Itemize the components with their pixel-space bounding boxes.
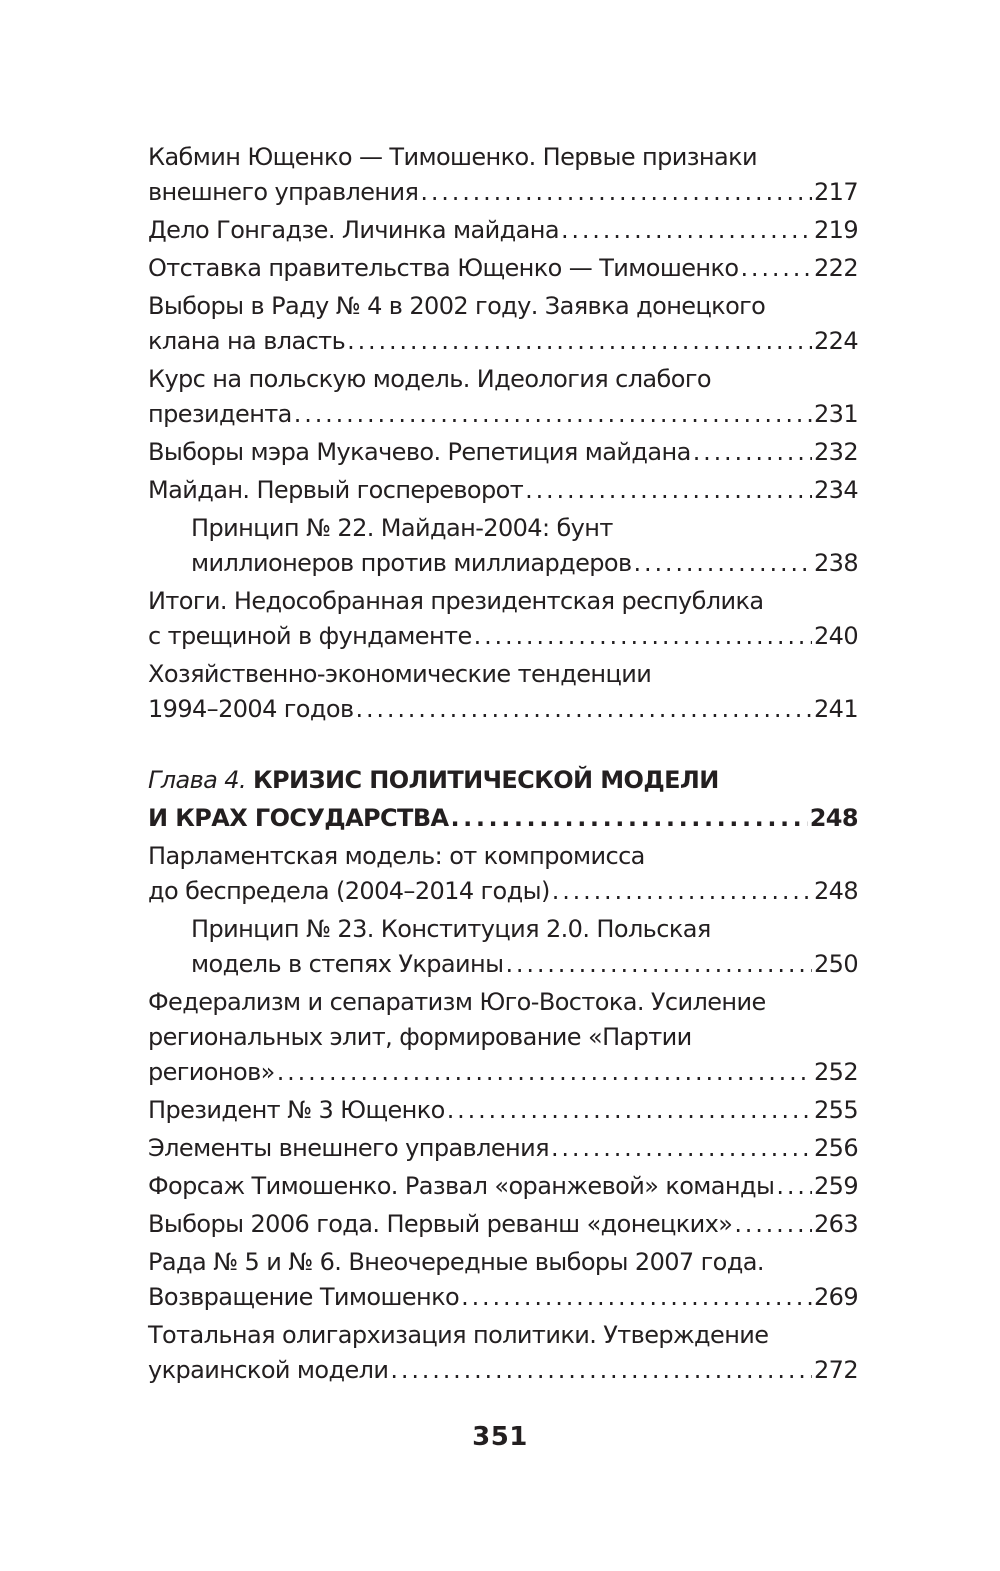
toc-entry-last-line [148, 1207, 858, 1242]
toc-entry-last-line [148, 213, 858, 248]
toc-entry-last-line [148, 1169, 858, 1204]
toc-entry [148, 140, 858, 210]
toc-entry-page-number: 255 [813, 1096, 858, 1124]
toc-entry-text: Дело Гонгадзе. Личинка майдана [148, 216, 559, 244]
toc-entry-last-line [148, 1093, 858, 1128]
toc-entry-text: с трещиной в фундаменте [148, 622, 472, 650]
chapter-heading-line-1 [148, 761, 858, 799]
toc-entry-last-line [148, 324, 858, 359]
dot-leader [552, 874, 812, 909]
toc-entry [148, 839, 858, 909]
toc-entry-text: Отставка правительства Ющенко — Тимошенко [148, 254, 739, 282]
dot-leader [693, 435, 812, 470]
toc-entry-text: Выборы мэра Мукачево. Репетиция майдана [148, 438, 691, 466]
dot-leader [451, 799, 808, 837]
toc-entry-page-number: 259 [813, 1172, 858, 1200]
toc-entry-text: Парламентская модель: от компромисса [148, 842, 645, 870]
toc-entry-text: президента [148, 400, 292, 428]
toc-entry-page-number: 256 [813, 1134, 858, 1162]
toc-entry-text: Федерализм и сепаратизм Юго-Востока. Усиление [148, 988, 766, 1016]
toc-entry-page-number: 232 [813, 438, 858, 466]
toc-entry-text: Выборы 2006 года. Первый реванш «донецких» [148, 1210, 733, 1238]
toc-entry-text: Принцип № 22. Майдан-2004: бунт [191, 514, 613, 542]
toc-entry-text: Тотальная олигархизация политики. Утверждение [148, 1321, 769, 1349]
dot-leader [356, 692, 812, 727]
toc-entry [148, 912, 858, 982]
toc-entry-page-number: 252 [813, 1058, 858, 1086]
toc-entry-text: Рада № 5 и № 6. Внеочередные выборы 2007 года. [148, 1248, 764, 1276]
page-number-footer: 351 [472, 1422, 528, 1452]
toc-entry-text: Элементы внешнего управления [148, 1134, 549, 1162]
dot-leader [551, 1131, 812, 1166]
toc-entry-last-line [148, 1353, 858, 1388]
toc-entry [148, 473, 858, 508]
toc-entry-page-number: 231 [813, 400, 858, 428]
toc-entry-text: внешнего управления [148, 178, 419, 206]
toc-entry [148, 1131, 858, 1166]
toc-entry [148, 1169, 858, 1204]
toc-entry-last-line [148, 473, 858, 508]
toc-entry-text: Принцип № 23. Конституция 2.0. Польская [191, 915, 711, 943]
toc-entry [148, 213, 858, 248]
toc-entry-last-line [148, 619, 858, 654]
toc-entry-page-number: 224 [813, 327, 858, 355]
toc-entry-text: клана на власть [148, 327, 346, 355]
toc-entry-page-number: 222 [813, 254, 858, 282]
toc-entry-page-number: 234 [813, 476, 858, 504]
dot-leader [525, 473, 812, 508]
toc-entry-text: модель в степях Украины [191, 950, 504, 978]
table-of-contents [148, 140, 858, 1391]
dot-leader [474, 619, 812, 654]
chapter-heading-line-2 [148, 799, 858, 837]
dot-leader [447, 1093, 812, 1128]
toc-entry-last-line [148, 251, 858, 286]
toc-entry [148, 584, 858, 654]
dot-leader [734, 1207, 812, 1242]
toc-entry [148, 511, 858, 581]
toc-entry [148, 1093, 858, 1128]
toc-entry [148, 289, 858, 359]
toc-group-after-chapter [148, 839, 858, 1388]
dot-leader [776, 1169, 812, 1204]
toc-entry-last-line [148, 874, 858, 909]
toc-entry-last-line [148, 1055, 858, 1090]
chapter-title-line-1: КРИЗИС ПОЛИТИЧЕСКОЙ МОДЕЛИ [253, 766, 719, 794]
toc-entry-last-line [148, 1280, 858, 1315]
toc-entry-text: Хозяйственно-экономические тенденции [148, 660, 652, 688]
toc-entry [148, 1245, 858, 1315]
toc-entry [148, 1207, 858, 1242]
toc-entry-text: Выборы в Раду № 4 в 2002 году. Заявка донецкого [148, 292, 766, 320]
toc-entry-text: Итоги. Недособранная президентская республика [148, 587, 764, 615]
dot-leader [461, 1280, 812, 1315]
toc-entry-page-number: 240 [813, 622, 858, 650]
toc-entry-page-number: 217 [813, 178, 858, 206]
toc-entry-last-line [191, 947, 858, 982]
chapter-heading [148, 761, 858, 837]
toc-entry [148, 985, 858, 1090]
toc-entry-last-line [191, 546, 858, 581]
toc-entry-text: 1994–2004 годов [148, 695, 354, 723]
dot-leader [347, 324, 812, 359]
toc-entry-text: Президент № 3 Ющенко [148, 1096, 445, 1124]
dot-leader [561, 213, 812, 248]
toc-entry [148, 657, 858, 727]
dot-leader [294, 397, 812, 432]
toc-entry-page-number: 269 [813, 1283, 858, 1311]
chapter-label: Глава 4. [148, 766, 246, 794]
toc-entry-last-line [148, 175, 858, 210]
toc-entry-page-number: 263 [813, 1210, 858, 1238]
dot-leader [420, 175, 812, 210]
toc-entry-page-number: 248 [813, 877, 858, 905]
toc-entry-text: до беспредела (2004–2014 годы) [148, 877, 550, 905]
toc-entry-text: Кабмин Ющенко — Тимошенко. Первые признаки [148, 143, 757, 171]
dot-leader [277, 1055, 812, 1090]
toc-entry-text: региональных элит, формирование «Партии [148, 1023, 692, 1051]
toc-entry-last-line [148, 1131, 858, 1166]
toc-entry-page-number: 272 [813, 1356, 858, 1384]
toc-entry-text: миллионеров против миллиардеров [191, 549, 632, 577]
chapter-title-line-2: И КРАХ ГОСУДАРСТВА [148, 804, 449, 832]
toc-entry-text: регионов» [148, 1058, 275, 1086]
toc-entry-text: Майдан. Первый госпереворот [148, 476, 524, 504]
toc-entry-page-number: 241 [813, 695, 858, 723]
toc-entry-page-number: 219 [813, 216, 858, 244]
toc-entry-text: Курс на польскую модель. Идеология слабого [148, 365, 711, 393]
toc-entry [148, 435, 858, 470]
toc-entry-text: украинской модели [148, 1356, 389, 1384]
toc-entry-last-line [148, 435, 858, 470]
toc-entry-text: Форсаж Тимошенко. Развал «оранжевой» команды [148, 1172, 775, 1200]
toc-entry-last-line [148, 397, 858, 432]
dot-leader [390, 1353, 812, 1388]
toc-entry-page-number: 238 [813, 549, 858, 577]
toc-entry-page-number: 250 [813, 950, 858, 978]
toc-entry [148, 1318, 858, 1388]
toc-entry [148, 362, 858, 432]
toc-entry-text: Возвращение Тимошенко [148, 1283, 460, 1311]
toc-entry [148, 251, 858, 286]
toc-entry-last-line [148, 692, 858, 727]
chapter-page-number: 248 [809, 804, 858, 832]
dot-leader [740, 251, 812, 286]
dot-leader [505, 947, 812, 982]
dot-leader [634, 546, 812, 581]
toc-group-before-chapter [148, 140, 858, 727]
